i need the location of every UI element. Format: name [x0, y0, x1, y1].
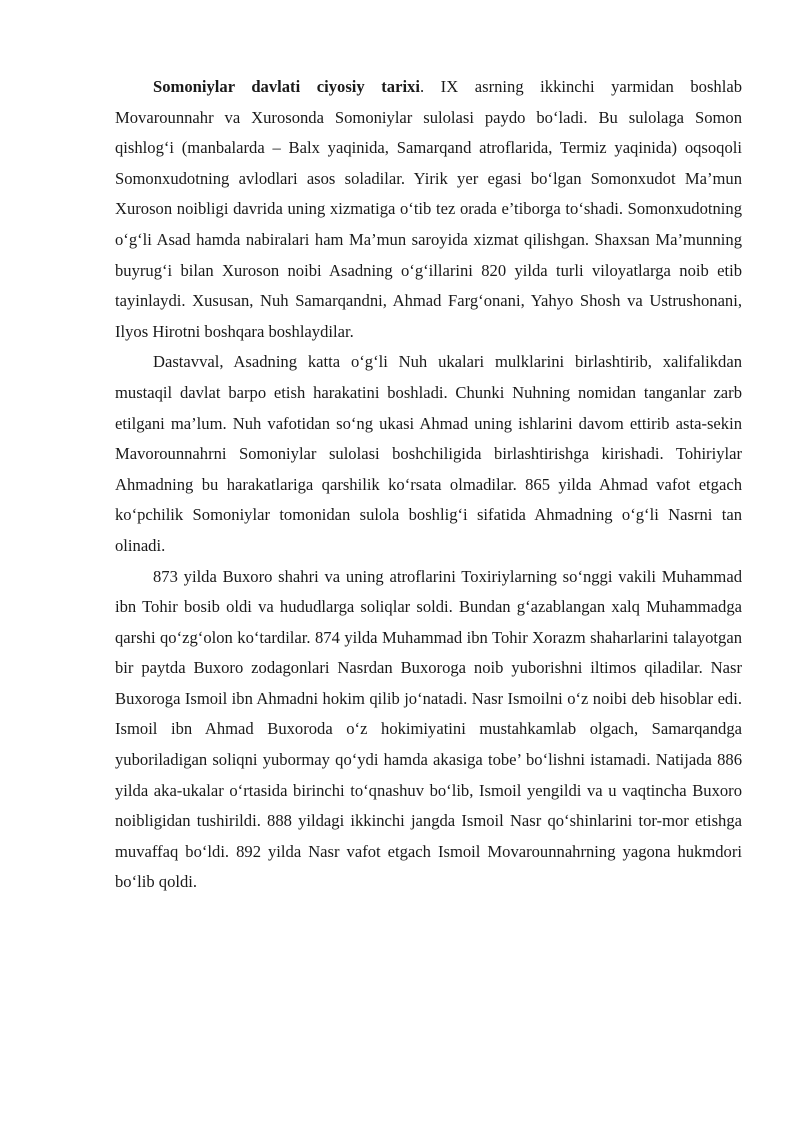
- paragraph-nuh-and-ahmad: Dastavval, Asadning katta o‘g‘li Nuh ukalari mulklarini birlashtirib, xalifalikdan mustaqil davlat barpo etish harakatini boshladi. Chunki Nuhning nomidan tanganlar zarb etilgani ma’lum. Nuh vafotidan so‘ng ukasi Ahmad uning ishlarini davom ettirib asta-sekin Mavorounnahrni Somoniylar sulolasi boshchiligida birlashtirishga kirishadi. Tohiriylar Ahmadning bu harakatlariga qarshilik ko‘rsata olmadilar. 865 yilda Ahmad vafot etgach ko‘pchilik Somoniylar tomonidan sulola boshlig‘i sifatida Ahmadning o‘g‘li Nasrni tan olinadi.: [115, 352, 742, 555]
- document-page: [115, 72, 742, 898]
- paragraph-body-text: . IX asrning ikkinchi yarmidan boshlab Movarounnahr va Xurosonda Somoniylar sulolasi paydo bo‘ladi. Bu sulolaga Somon qishlog‘i (manbalarda – Balx yaqinida, Samarqand atroflarida, Termiz yaqinida) oqsoqoli Somonxudotning avlodlari asos soladilar. Yirik yer egasi bo‘lgan Somonxudot Ma’mun Xuroson noibligi davrida uning xizmatiga o‘tib tez orada e’tiborga to‘shadi. Somonxudotning o‘g‘li Asad hamda nabiralari ham Ma’mun saroyida xizmat qilishgan. Shaxsan Ma’munning buyrug‘i bilan Xuroson noibi Asadning o‘g‘illarini 820 yilda turli viloyatlarga noib etib tayinlaydi. Xususan, Nuh Samarqandni, Ahmad Farg‘onani, Yahyo Shosh va Ustrushonani, Ilyos Hirotni boshqara boshlaydilar.: [115, 77, 742, 341]
- paragraph-ismoil-rise: 873 yilda Buxoro shahri va uning atroflarini Toxiriylarning so‘nggi vakili Muhammad ibn Tohir bosib oldi va hududlarga soliqlar soldi. Bundan g‘azablangan xalq Muhammadga qarshi qo‘zg‘olon ko‘tardilar. 874 yilda Muhammad ibn Tohir Xorazm shaharlarini talayotgan bir paytda Buxoro zodagonlari Nasrdan Buxoroga noib yuborishni iltimos qiladilar. Nasr Buxoroga Ismoil ibn Ahmadni hokim qilib jo‘natadi. Nasr Ismoilni o‘z noibi deb hisoblar edi. Ismoil ibn Ahmad Buxoroda o‘z hokimiyatini mustahkamlab olgach, Samarqandga yuboriladigan soliqni yubormay qo‘ydi hamda akasiga tobe’ bo‘lishni istamadi. Natijada 886 yilda aka-ukalar o‘rtasida birinchi to‘qnashuv bo‘lib, Ismoil yengildi va u vaqtincha Buxoro noibligidan tushirildi. 888 yildagi ikkinchi jangda Ismoil Nasr qo‘shinlarini tor-mor etishga muvaffaq bo‘ldi. 892 yilda Nasr vafot etgach Ismoil Movarounnahrning yagona hukmdori bo‘lib qoldi.: [115, 566, 742, 892]
- paragraph-lead-heading: Somoniylar davlati ciyosiy tarixi: [153, 77, 420, 96]
- paragraph-samanid-political-history: [115, 72, 742, 347]
